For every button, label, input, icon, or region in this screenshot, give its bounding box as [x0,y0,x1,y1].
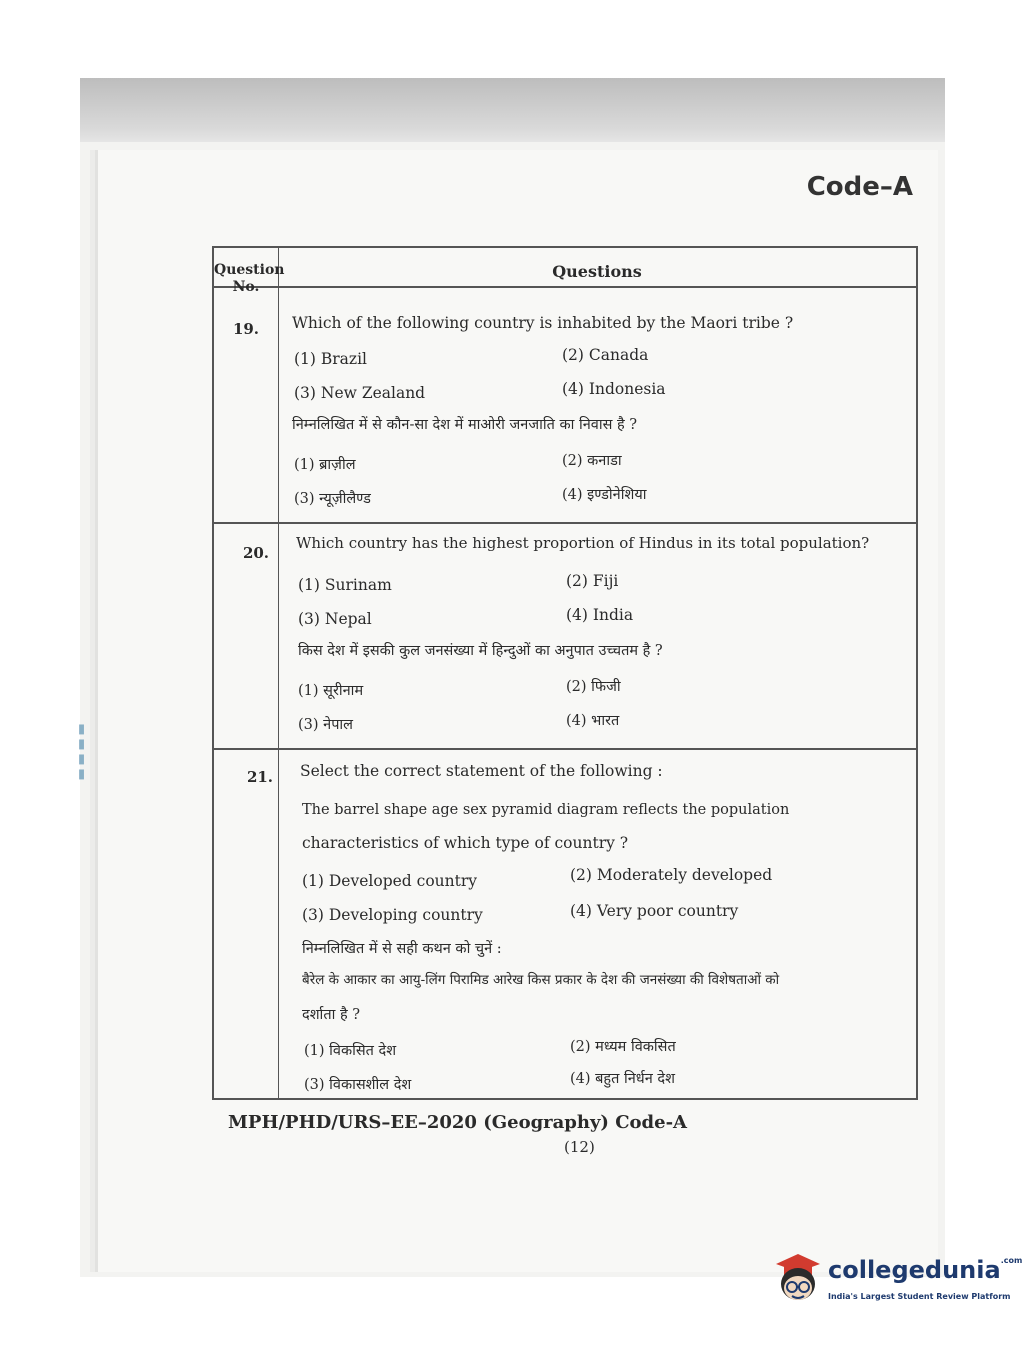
logo-wordmark: collegedunia$^{.com}$ [828,1256,1023,1284]
scan-shadow [80,78,945,150]
q20-option-3-hi: (3) नेपाल [298,717,354,733]
exam-footer: MPH/PHD/URS–EE–2020 (Geography) Code-A [228,1112,688,1133]
q19-option-2-en: (2) Canada [562,346,649,364]
question-20-text-en: Which country has the highest proportion of Hindus in its total population? [296,534,870,552]
question-21-text-hi-2: बैरेल के आकार का आयु-लिंग पिरामिड आरेख किस प्रकार के देश की जनसंख्या की विशेषताओं को [302,972,780,988]
q20-option-3-en: (3) Nepal [298,610,372,628]
question-21-text-hi-1: निम्नलिखित में से सही कथन को चुनें : [302,941,502,957]
page-number: (12) [564,1138,595,1156]
question-21-text-en-2: The barrel shape age sex pyramid diagram reflects the population [302,802,790,818]
q20-option-1-hi: (1) सूरीनाम [298,683,364,699]
q19-option-3-hi: (3) न्यूज़ीलैण्ड [294,491,371,507]
q20-option-2-hi: (2) फिजी [566,679,621,695]
q20-option-4-en: (4) India [566,606,634,624]
q21-option-4-hi: (4) बहुत निर्धन देश [570,1071,675,1087]
q19-option-1-en: (1) Brazil [294,350,368,368]
logo-tagline: India's Largest Student Review Platform [828,1292,1011,1301]
question-number-19: 19. [232,320,260,338]
row-divider [214,748,916,750]
q21-option-2-hi: (2) मध्यम विकसित [570,1039,676,1055]
header-question-no: Question No. [214,262,285,295]
q21-option-4-en: (4) Very poor country [570,902,739,920]
question-19-text-hi: निम्नलिखित में से कौन-सा देश में माओरी जनजाति का निवास है ? [292,417,638,433]
q19-option-3-en: (3) New Zealand [294,384,426,402]
question-21-text-hi-3: दर्शाता है ? [302,1007,361,1023]
code-label: Code–A [806,172,913,202]
header-questions: Questions [552,262,642,281]
q20-option-4-hi: (4) भारत [566,713,620,729]
q19-option-2-hi: (2) कनाडा [562,453,622,469]
q20-option-2-en: (2) Fiji [566,572,619,590]
q21-option-2-en: (2) Moderately developed [570,866,773,884]
column-divider [278,248,279,1098]
q21-option-1-hi: (1) विकसित देश [304,1043,397,1059]
q19-option-4-en: (4) Indonesia [562,380,666,398]
q19-option-4-hi: (4) इण्डोनेशिया [562,487,647,503]
header-divider [214,286,916,288]
question-21-text-en-1: Select the correct statement of the following : [300,762,663,780]
mascot-icon [768,1250,824,1308]
question-number-20: 20. [242,544,270,562]
q21-option-3-hi: (3) विकासशील देश [304,1077,412,1093]
collegedunia-logo [768,1250,1023,1310]
question-19-text-en: Which of the following country is inhabited by the Maori tribe ? [292,314,794,332]
question-number-21: 21. [246,768,274,786]
question-table [212,246,918,1100]
q21-option-1-en: (1) Developed country [302,872,478,890]
q19-option-1-hi: (1) ब्राज़ील [294,457,356,473]
question-20-text-hi: किस देश में इसकी कुल जनसंख्या में हिन्दुओं का अनुपात उच्चतम है ? [298,643,663,659]
q21-option-3-en: (3) Developing country [302,906,483,924]
q20-option-1-en: (1) Surinam [298,576,392,594]
question-21-text-en-3: characteristics of which type of country ? [302,834,629,852]
row-divider [214,522,916,524]
side-stamp-mark: ▮▮▮▮ [74,722,89,782]
